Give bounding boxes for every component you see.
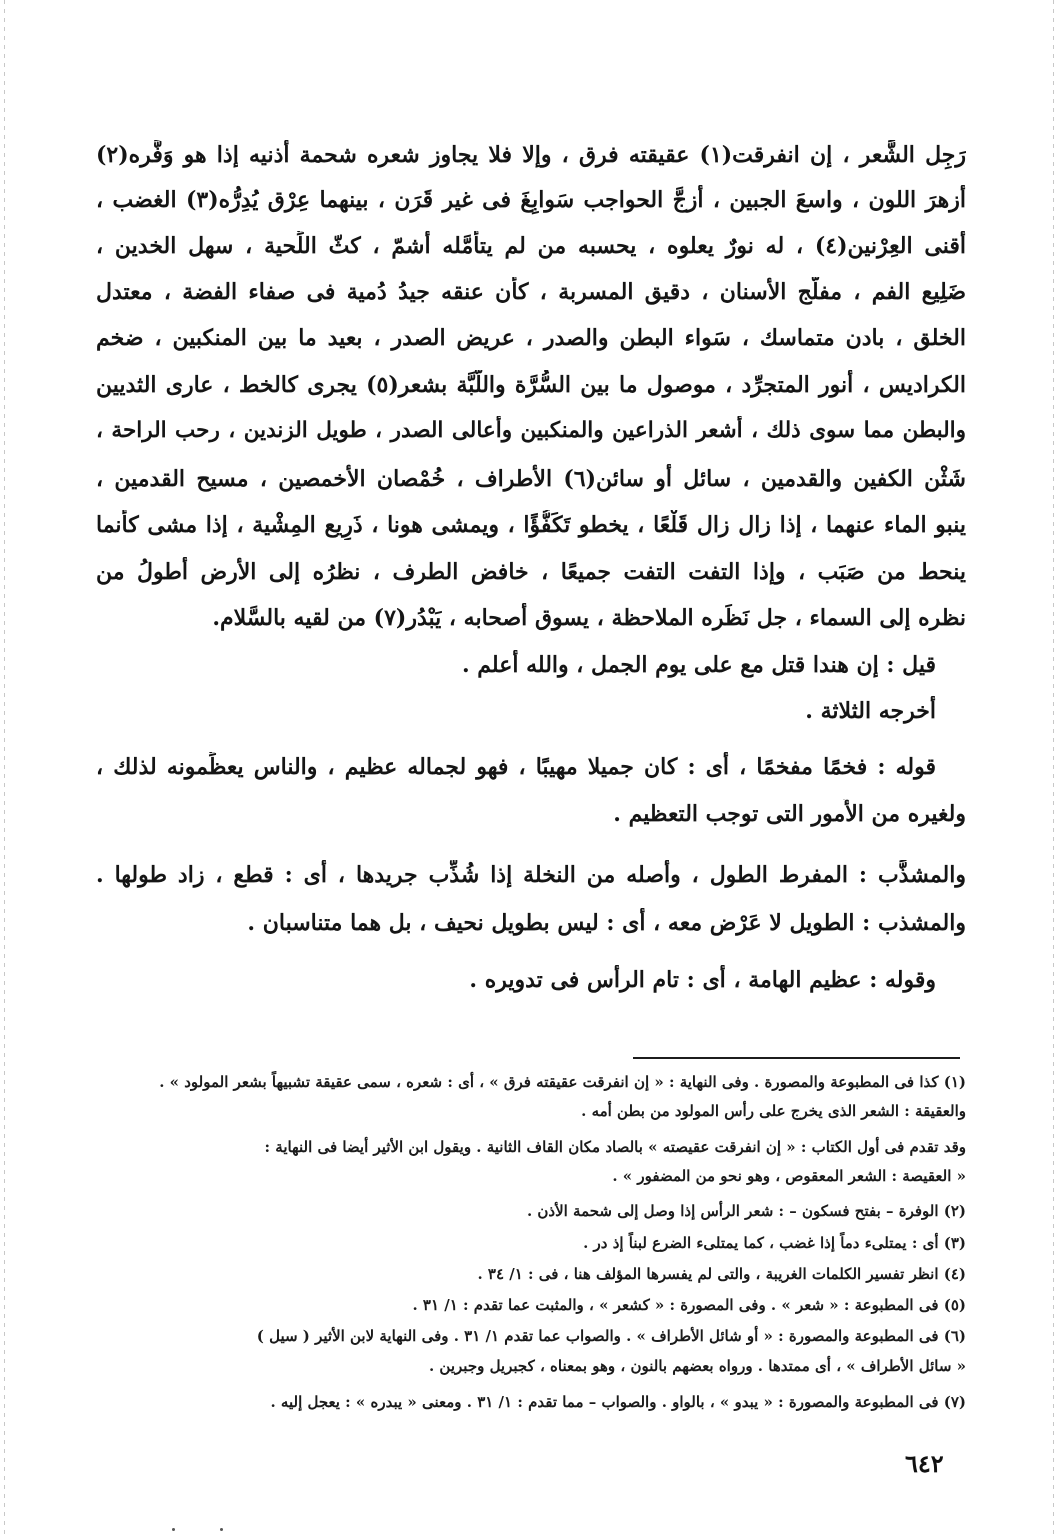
- main-text-line: ينحط من صَبَب ، وإذا التفت التفت جميعًا ، خافض الطرف ، نظرُه إلى الأرض أطولُ من: [96, 559, 966, 585]
- main-text-line: شَثْن الكفين والقدمين ، سائل أو سائن(٦) الأطراف ، خُمْصان الأخمصين ، مسيح القدمين ،: [96, 466, 966, 492]
- footnote-separator-rule: [633, 1057, 960, 1059]
- main-text-line: رَجِل الشَّعر ، إن انفرقت(١) عقيقته فرق ، وإلا فلا يجاوز شعره شحمة أُذنيه إذا هو وَفَّره(٢): [96, 142, 966, 168]
- secondary-text-line: أخرجه الثلاثة .: [805, 698, 936, 724]
- main-text-line: نظره إلى السماء ، جل نَظَره الملاحظة ، يسوق أصحابه ، يَبْدُر(٧) من لقيه بالسَّلام.: [212, 605, 966, 631]
- footnote-line: (٣) أى : يمتلىء دماً إذا غضب ، كما يمتلىء الضرع لبناً إذ در .: [583, 1234, 966, 1252]
- main-text-line: أزهرَ اللون ، واسعَ الجبين ، أزجَّ الحواجب سَوابِغَ فى غير قَرَن ، بينهما عِرْق يُدِرُّه(٣) الغضب ،: [96, 187, 966, 213]
- secondary-text-line: قيل : إن هندا قتل مع على يوم الجمل ، والله أعلم .: [461, 652, 936, 678]
- footnote-line: (١) كذا فى المطبوعة والمصورة . وفى النهاية : « إن انفرقت عقيقته فرق » ، أى : شعره ، سمى عقيقة تشبيهاً بشعر المولود » .: [159, 1073, 966, 1091]
- footnote-line: والعقيقة : الشعر الذى يخرج على رأس المولود من بطن أمه .: [581, 1102, 966, 1120]
- page-number: ٦٤٢: [905, 1449, 944, 1478]
- main-text-line: الخلق ، بادن متماسك ، سَواء البطن والصدر ، عريض الصدر ، بعيد ما بين المنكبين ، ضخم: [96, 325, 966, 351]
- footnote-line: « العقيصة : الشعر المعقوص ، وهو نحو من المضفور » .: [612, 1167, 966, 1185]
- scan-edge-left: [4, 0, 5, 1535]
- main-text-line: ينبو الماء عنهما ، إذا زال زال قَلْعًا ، يخطو تَكَفُّؤًا ، ويمشى هونا ، ذَرِيع المِشْية ، إذا مشى كأنما: [96, 512, 966, 538]
- scan-speck: [172, 1528, 175, 1531]
- commentary-line: والمشذب : الطويل لا عَرْض معه ، أى : ليس بطويل نحيف ، بل هما متناسبان .: [247, 910, 966, 936]
- commentary-line: قوله : فخمًا مفخمًا ، أى : كان جميلا مهيبًا ، فهو لجماله عظيم ، والناس يعظِّمونه لذلك ،: [96, 754, 936, 780]
- footnote-line: وقد تقدم فى أول الكتاب : « إن انفرقت عقيصته » بالصاد مكان القاف الثانية . ويقول ابن الأثير أيضا فى النهاية :: [264, 1138, 966, 1156]
- main-text-line: ضَلِيع الفم ، مفلَّج الأسنان ، دقيق المسربة ، كأن عنقه جيدُ دُمية فى صفاء الفضة ، معتدل: [96, 279, 966, 305]
- footnote-line: (٥) فى المطبوعة : « شعر » . وفى المصورة : « كشعر » ، والمثبت عما تقدم : ١/ ٣١ .: [412, 1296, 966, 1314]
- footnote-line: (٤) انظر تفسير الكلمات الغريبة ، والتى لم يفسرها المؤلف هنا ، فى : ١/ ٣٤ .: [477, 1265, 966, 1283]
- footnote-line: (٧) فى المطبوعة والمصورة : « يبدو » ، بالواو . والصواب – مما تقدم : ١/ ٣١ . ومعنى « يبدره » : يعجل إليه .: [270, 1393, 966, 1411]
- commentary-line: ولغيره من الأُمور التى توجب التعظيم .: [613, 801, 966, 827]
- footnote-line: (٢) الوفرة – بفتح فسكون – : شعر الرأس إذا وصل إلى شحمة الأذن .: [526, 1202, 966, 1220]
- scan-speck: [220, 1528, 223, 1531]
- main-text-line: أقنى العِرْنين(٤) ، له نورٌ يعلوه ، يحسبه من لم يتأمَّله أشمّ ، كثّ اللِّحية ، سهل الخدين ،: [96, 233, 966, 259]
- main-text-line: الكراديس ، أنور المتجرِّد ، موصول ما بين السُّرَّة واللَّبَّة بشعر(٥) يجرى كالخط ، عارى الثديين: [96, 372, 966, 398]
- footnote-line: (٦) فى المطبوعة والمصورة : « أو شائل الأطراف » . والصواب عما تقدم ١/ ٣١ . وفى النهاية لابن الأثير ( سيل ): [256, 1327, 966, 1345]
- main-text-line: والبطن مما سوى ذلك ، أشعر الذراعين والمنكبين وأعالى الصدر ، طويل الزندين ، رحب الراحة ،: [96, 418, 966, 443]
- scan-edge-right: [1053, 0, 1054, 1535]
- footnote-line: « سائل الأطراف » ، أى ممتدها . ورواه بعضهم بالنون ، وهو بمعناه ، كجبريل وجبرين .: [428, 1357, 966, 1375]
- commentary-line: والمشذَّب : المفرط الطول ، وأصله من النخلة إذا شُذِّب جريدها ، أى : قطع ، زاد طولها .: [96, 862, 966, 888]
- commentary-line: وقوله : عظيم الهامة ، أى : تام الرأس فى تدويره .: [469, 967, 936, 993]
